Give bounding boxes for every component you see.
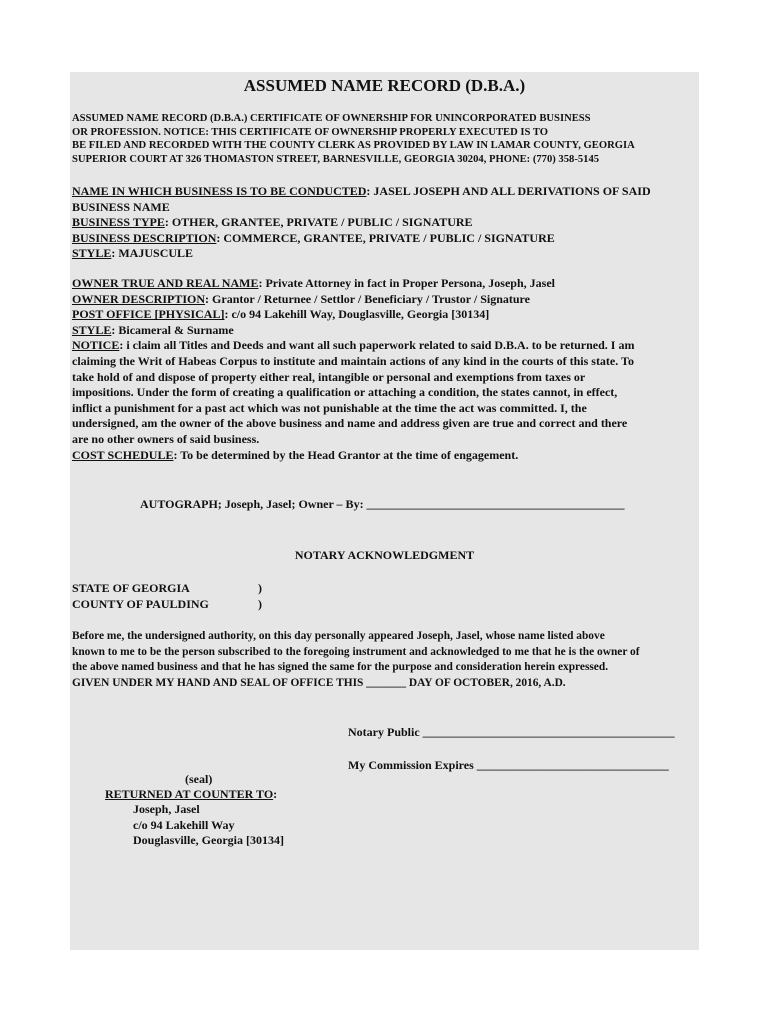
owner-style-row xyxy=(72,323,697,339)
notice-label: NOTICE xyxy=(72,338,120,353)
business-name-continued: BUSINESS NAME xyxy=(72,199,170,214)
seal-label: (seal) xyxy=(185,772,213,786)
county-paren: ) xyxy=(258,597,262,611)
business-section xyxy=(72,184,697,262)
notice-line: take hold of and dispose of property either real, intangible or personal and exemptions from taxes or xyxy=(72,369,586,384)
autograph-line: AUTOGRAPH; Joseph, Jasel; Owner – By: ___________________________________________ xyxy=(140,497,625,511)
business-name-row xyxy=(72,184,697,200)
return-address-line: c/o 94 Lakehill Way xyxy=(133,817,235,832)
notice-row xyxy=(72,338,697,354)
notice-line: inflict a punishment for a past act which was not punishable at the time the act was committed. I, the xyxy=(72,400,587,415)
business-style-row xyxy=(72,246,697,262)
cost-schedule-row xyxy=(72,448,697,464)
business-name-value: : JASEL JOSEPH AND ALL DERIVATIONS OF SAID xyxy=(366,184,651,198)
notary-public-line: Notary Public __________________________________________ xyxy=(348,725,675,739)
owner-style-label: STYLE xyxy=(72,322,112,337)
business-description-value: : COMMERCE, GRANTEE, PRIVATE / PUBLIC / SIGNATURE xyxy=(216,230,555,245)
notice-line: are no other owners of said business. xyxy=(72,431,260,446)
notice-line: claiming the Writ of Habeas Corpus to institute and maintain actions of any kind in the courts of this state. To xyxy=(72,353,634,368)
notice-line: impositions. Under the form of creating a qualification or attaching a condition, the states cannot, in effect, xyxy=(72,385,618,400)
document-page xyxy=(70,72,699,950)
owner-description-label: OWNER DESCRIPTION xyxy=(72,291,206,306)
business-description-label: BUSINESS DESCRIPTION xyxy=(72,230,217,245)
notice-line: undersigned, am the owner of the above business and name and address given are true and correct and there xyxy=(72,416,628,431)
business-type-value: : OTHER, GRANTEE, PRIVATE / PUBLIC / SIGNATURE xyxy=(164,215,473,230)
returned-heading xyxy=(105,787,277,803)
owner-section xyxy=(72,276,697,463)
acknowledgment-text xyxy=(72,629,697,691)
intro-line: BE FILED AND RECORDED WITH THE COUNTY CLERK AS PROVIDED BY LAW IN LAMAR COUNTY, GEORGIA xyxy=(72,140,635,151)
post-office-value: : c/o 94 Lakehill Way, Douglasville, Georgia [30134] xyxy=(224,307,490,322)
intro-line: SUPERIOR COURT AT 326 THOMASTON STREET, BARNESVILLE, GEORGIA 30204, PHONE: (770) 358-5145 xyxy=(72,153,600,165)
post-office-label: POST OFFICE [PHYSICAL] xyxy=(72,307,225,322)
return-address xyxy=(133,802,284,849)
page-title: ASSUMED NAME RECORD (D.B.A.) xyxy=(243,76,526,95)
acknowledgment-line: known to me to be the person subscribed to the foregoing instrument and acknowledged to me that he is the owner of xyxy=(72,645,640,658)
acknowledgment-line: the above named business and that he has signed the same for the purpose and consideration herein expressed. xyxy=(72,661,609,674)
owner-description-value: : Grantor / Returnee / Settlor / Beneficiary / Trustor / Signature xyxy=(205,291,530,306)
acknowledgment-line: Before me, the undersigned authority, on this day personally appeared Joseph, Jasel, whose name listed above xyxy=(72,630,605,642)
commission-expires-line: My Commission Expires ________________________________ xyxy=(348,758,669,772)
returned-label: RETURNED AT COUNTER TO xyxy=(105,787,274,801)
owner-name-row xyxy=(72,276,697,292)
notary-heading: NOTARY ACKNOWLEDGMENT xyxy=(294,548,475,562)
state-label: STATE OF GEORGIA xyxy=(72,581,190,595)
business-style-value: : MAJUSCULE xyxy=(111,246,194,261)
intro-line: OR PROFESSION. NOTICE: THIS CERTIFICATE OF OWNERSHIP PROPERLY EXECUTED IS TO xyxy=(72,126,548,138)
return-address-line: Douglasville, Georgia [30134] xyxy=(133,833,284,848)
county-label: COUNTY OF PAULDING xyxy=(72,597,209,611)
business-style-label: STYLE xyxy=(72,246,112,261)
owner-name-value: : Private Attorney in fact in Proper Persona, Joseph, Jasel xyxy=(258,276,555,290)
business-description-row xyxy=(72,231,697,247)
owner-name-label: OWNER TRUE AND REAL NAME xyxy=(72,276,259,290)
business-type-label: BUSINESS TYPE xyxy=(72,215,165,230)
owner-description-row xyxy=(72,292,697,308)
business-type-row xyxy=(72,215,697,231)
cost-schedule-label: COST SCHEDULE xyxy=(72,447,174,462)
acknowledgment-line: GIVEN UNDER MY HAND AND SEAL OF OFFICE THIS _______ DAY OF OCTOBER, 2016, A.D. xyxy=(72,676,566,689)
cost-schedule-value: : To be determined by the Head Grantor at the time of engagement. xyxy=(173,447,519,462)
owner-style-value: : Bicameral & Surname xyxy=(111,322,234,337)
intro-notice xyxy=(72,112,697,166)
notice-first-line: : i claim all Titles and Deeds and want all such paperwork related to said D.B.A. to be returned. I am xyxy=(119,338,635,353)
business-name-label: NAME IN WHICH BUSINESS IS TO BE CONDUCTED xyxy=(72,184,367,198)
intro-line: ASSUMED NAME RECORD (D.B.A.) CERTIFICATE OF OWNERSHIP FOR UNINCORPORATED BUSINESS xyxy=(72,113,591,124)
returned-colon: : xyxy=(273,787,278,801)
post-office-row xyxy=(72,307,697,323)
return-address-line: Joseph, Jasel xyxy=(133,802,200,816)
state-paren: ) xyxy=(258,581,262,595)
